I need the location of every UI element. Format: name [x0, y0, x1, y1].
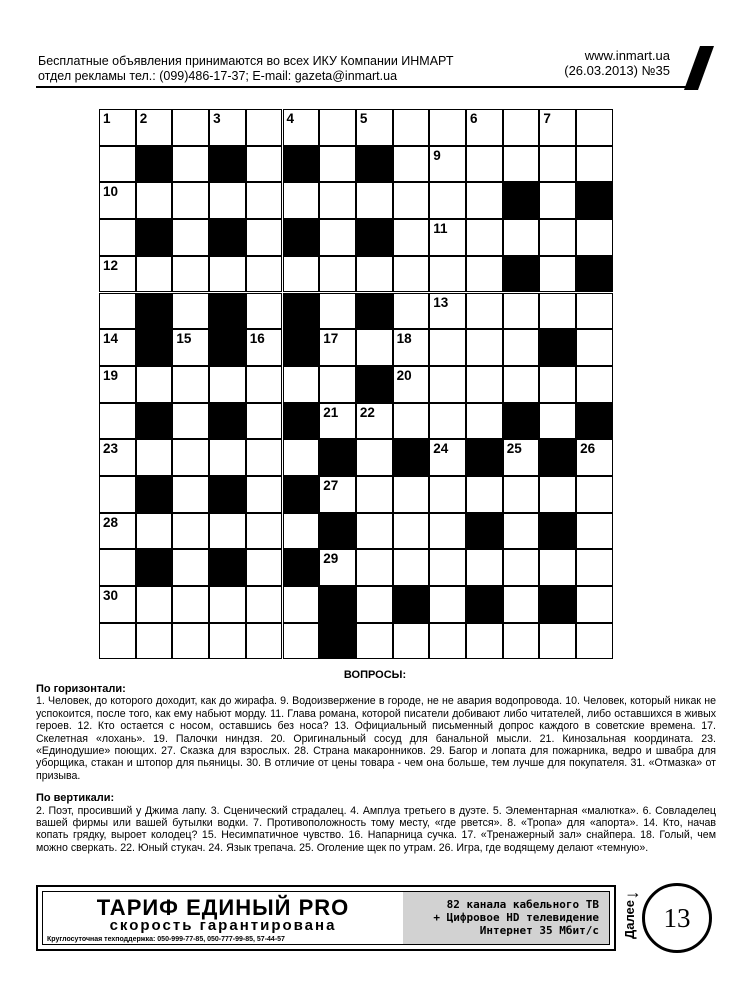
- crossword-block: [539, 586, 576, 623]
- crossword-cell[interactable]: [99, 439, 136, 476]
- crossword-cell[interactable]: [576, 476, 613, 513]
- header-line-ads: Бесплатные объявления принимаются во всех ИКУ Компании ИНМАРТ: [38, 54, 454, 68]
- crossword-cell[interactable]: [466, 219, 503, 256]
- crossword-cell[interactable]: [356, 476, 393, 513]
- clue-number: 22: [359, 404, 375, 420]
- clue-number: 6: [470, 111, 478, 126]
- crossword-cell[interactable]: [429, 182, 466, 219]
- crossword-cell[interactable]: [576, 439, 613, 476]
- crossword-block: [356, 366, 393, 403]
- crossword-cell[interactable]: [246, 329, 283, 366]
- crossword-cell[interactable]: [246, 586, 283, 623]
- crossword-cell[interactable]: [393, 182, 430, 219]
- crossword-cell[interactable]: [503, 476, 540, 513]
- crossword-cell[interactable]: [99, 513, 136, 550]
- crossword-cell[interactable]: [99, 549, 136, 586]
- clue-number: 27: [323, 478, 339, 493]
- crossword-cell[interactable]: [246, 182, 283, 219]
- crossword-cell[interactable]: [172, 623, 209, 660]
- crossword-block: [136, 549, 173, 586]
- crossword-block: [576, 403, 613, 440]
- crossword-block: [466, 586, 503, 623]
- clue-number: 1: [103, 111, 111, 126]
- crossword-block: [393, 439, 430, 476]
- crossword-cell[interactable]: [466, 476, 503, 513]
- crossword-cell[interactable]: [283, 366, 320, 403]
- crossword-block: [136, 329, 173, 366]
- crossword-cell[interactable]: [429, 476, 466, 513]
- crossword-cell[interactable]: [356, 329, 393, 366]
- crossword-cell[interactable]: [246, 293, 283, 330]
- ad-feature-internet: Интернет 35 Мбит/с: [479, 924, 599, 937]
- crossword-block: [209, 403, 246, 440]
- crossword-block: [393, 586, 430, 623]
- crossword-cell[interactable]: [576, 219, 613, 256]
- crossword-cell[interactable]: [539, 476, 576, 513]
- crossword-cell[interactable]: [503, 439, 540, 476]
- crossword-cell[interactable]: [466, 146, 503, 183]
- crossword-cell[interactable]: [172, 219, 209, 256]
- crossword-cell[interactable]: [466, 182, 503, 219]
- crossword-cell[interactable]: [246, 476, 283, 513]
- crossword-block: [283, 293, 320, 330]
- crossword-cell[interactable]: [99, 586, 136, 623]
- crossword-block: [319, 513, 356, 550]
- down-clues: 2. Поэт, просивший у Джима лапу. 3. Сценический страдалец. 4. Амплуа третьего в дуэте. 5. Элементарная «малютка». 6. Совладелец вашей фирмы или вашей бутылки водки. 7. Противоположность тому месту, «где рвется». 8. «Тропа» для «апорта». 14. Кто, начав копать грядку, выроет колодец? 15. Несимпатичное чувство. 16. Напарница сучка. 17. «Тренажерный зал» снайпера. 18. Голый, чем можно сверкать. 22. Юный стукач. 24. Язык трепача. 25. Оголение щек по утрам. 26. Игра, где водящему делают «темную».: [36, 804, 716, 854]
- page-number: 13: [642, 883, 712, 953]
- crossword-block: [466, 513, 503, 550]
- clue-number: 5: [359, 111, 368, 126]
- crossword-cell[interactable]: [539, 146, 576, 183]
- crossword-cell[interactable]: [209, 366, 246, 403]
- crossword-cell[interactable]: [393, 219, 430, 256]
- crossword-cell[interactable]: [503, 549, 540, 586]
- crossword-cell[interactable]: [283, 439, 320, 476]
- clue-number: 17: [323, 331, 339, 347]
- crossword-cell[interactable]: [99, 403, 136, 440]
- crossword-block: [319, 439, 356, 476]
- crossword-cell[interactable]: [246, 219, 283, 256]
- clue-number: 20: [396, 367, 412, 383]
- crossword-cell[interactable]: [283, 109, 320, 146]
- clue-number: 15: [176, 331, 192, 347]
- crossword-block: [319, 586, 356, 623]
- crossword-cell[interactable]: [172, 439, 209, 476]
- crossword-cell[interactable]: [503, 586, 540, 623]
- crossword-block: [136, 219, 173, 256]
- clue-number: 13: [433, 294, 449, 310]
- page-header: [36, 48, 708, 88]
- crossword-cell[interactable]: [99, 623, 136, 660]
- ad-support-phones: Круглосуточная техподдержка: 050-999-77-85, 050-777-99-85, 57-44-57: [47, 936, 285, 943]
- clue-number: 11: [433, 221, 448, 237]
- crossword-cell[interactable]: [393, 146, 430, 183]
- crossword-cell[interactable]: [136, 439, 173, 476]
- crossword-block: [209, 146, 246, 183]
- crossword-block: [209, 293, 246, 330]
- crossword-cell[interactable]: [246, 146, 283, 183]
- clue-number: 31: [323, 624, 339, 640]
- clue-number: 7: [543, 111, 551, 126]
- crossword-cell[interactable]: [319, 109, 356, 146]
- crossword-block: [283, 403, 320, 440]
- crossword-cell[interactable]: [576, 549, 613, 586]
- clue-number: 24: [433, 441, 449, 457]
- crossword-cell[interactable]: [356, 586, 393, 623]
- crossword-cell[interactable]: [356, 403, 393, 440]
- crossword-cell[interactable]: [319, 329, 356, 366]
- crossword-cell[interactable]: [246, 549, 283, 586]
- crossword-cell[interactable]: [172, 586, 209, 623]
- crossword-cell[interactable]: [539, 293, 576, 330]
- next-label: Далее: [622, 899, 638, 940]
- clue-number: 12: [103, 257, 119, 273]
- crossword-cell[interactable]: [209, 109, 246, 146]
- crossword-cell[interactable]: [466, 256, 503, 293]
- crossword-block: [209, 476, 246, 513]
- crossword-cell[interactable]: [136, 586, 173, 623]
- clue-number: 29: [323, 551, 339, 567]
- crossword-cell[interactable]: [503, 109, 540, 146]
- crossword-cell[interactable]: [356, 182, 393, 219]
- crossword-cell[interactable]: [429, 109, 466, 146]
- header-issue-date: (26.03.2013) №35: [564, 63, 670, 78]
- crossword-cell[interactable]: [393, 366, 430, 403]
- crossword-cell[interactable]: [429, 513, 466, 550]
- ad-feature-cable: 82 канала кабельного ТВ: [446, 898, 599, 911]
- crossword-cell[interactable]: [356, 439, 393, 476]
- crossword-cell[interactable]: [576, 623, 613, 660]
- crossword-cell[interactable]: [136, 623, 173, 660]
- crossword-block: [319, 623, 356, 660]
- crossword-cell[interactable]: [539, 182, 576, 219]
- crossword-block: [539, 513, 576, 550]
- crossword-cell[interactable]: [539, 623, 576, 660]
- crossword-cell[interactable]: [393, 403, 430, 440]
- ad-title: ТАРИФ ЕДИНЫЙ PRO: [96, 895, 350, 920]
- crossword-cell[interactable]: [466, 549, 503, 586]
- crossword-cell[interactable]: [429, 293, 466, 330]
- crossword-block: [503, 403, 540, 440]
- clue-number: 21: [323, 404, 339, 420]
- crossword-cell[interactable]: [319, 182, 356, 219]
- crossword-block: [283, 219, 320, 256]
- crossword-cell[interactable]: [576, 146, 613, 183]
- crossword-block: [283, 329, 320, 366]
- crossword-cell[interactable]: [246, 623, 283, 660]
- crossword-block: [576, 256, 613, 293]
- ad-features: [403, 892, 609, 944]
- crossword-cell[interactable]: [246, 439, 283, 476]
- crossword-block: [136, 146, 173, 183]
- advertisement-banner[interactable]: [36, 885, 616, 951]
- crossword-cell[interactable]: [172, 549, 209, 586]
- crossword-cell[interactable]: [466, 403, 503, 440]
- crossword-cell[interactable]: [539, 366, 576, 403]
- crossword-block: [136, 476, 173, 513]
- crossword-cell[interactable]: [319, 476, 356, 513]
- crossword-cell[interactable]: [429, 256, 466, 293]
- crossword-cell[interactable]: [429, 366, 466, 403]
- crossword-cell[interactable]: [172, 293, 209, 330]
- clue-number: 30: [103, 588, 119, 604]
- crossword-cell[interactable]: [172, 109, 209, 146]
- crossword-cell[interactable]: [576, 366, 613, 403]
- crossword-block: [539, 329, 576, 366]
- clue-number: 28: [103, 514, 119, 530]
- crossword-cell[interactable]: [466, 109, 503, 146]
- crossword-block: [283, 146, 320, 183]
- crossword-cell[interactable]: [136, 182, 173, 219]
- crossword-cell[interactable]: [393, 549, 430, 586]
- crossword-block: [539, 439, 576, 476]
- crossword-cell[interactable]: [246, 109, 283, 146]
- crossword-cell[interactable]: [393, 476, 430, 513]
- crossword-cell[interactable]: [576, 513, 613, 550]
- crossword-cell[interactable]: [99, 256, 136, 293]
- crossword-cell[interactable]: [99, 109, 136, 146]
- crossword-cell[interactable]: [172, 329, 209, 366]
- crossword-cell[interactable]: [539, 219, 576, 256]
- crossword-cell[interactable]: [209, 439, 246, 476]
- crossword-block: [209, 549, 246, 586]
- clue-number: 14: [103, 331, 119, 347]
- crossword-block: [209, 329, 246, 366]
- crossword-cell[interactable]: [393, 293, 430, 330]
- crossword-cell[interactable]: [576, 329, 613, 366]
- ad-subtitle: скорость гарантирована: [109, 917, 337, 934]
- crossword-cell[interactable]: [393, 256, 430, 293]
- ad-tariff: [43, 892, 403, 944]
- crossword-cell[interactable]: [319, 549, 356, 586]
- crossword-cell[interactable]: [136, 513, 173, 550]
- crossword-cell[interactable]: [99, 293, 136, 330]
- crossword-cell[interactable]: [393, 329, 430, 366]
- crossword-cell[interactable]: [209, 256, 246, 293]
- crossword-cell[interactable]: [429, 623, 466, 660]
- clue-number: 19: [103, 367, 119, 383]
- crossword-cell[interactable]: [503, 329, 540, 366]
- clue-number: 25: [506, 441, 522, 457]
- arrow-right-icon: →: [624, 882, 642, 902]
- crossword-cell[interactable]: [466, 329, 503, 366]
- crossword-cell[interactable]: [319, 146, 356, 183]
- crossword-cell[interactable]: [136, 366, 173, 403]
- crossword-cell[interactable]: [283, 513, 320, 550]
- crossword-cell[interactable]: [172, 476, 209, 513]
- clue-number: 18: [396, 331, 412, 347]
- crossword-cell[interactable]: [429, 439, 466, 476]
- crossword-cell[interactable]: [576, 109, 613, 146]
- crossword-block: [503, 182, 540, 219]
- crossword-cell[interactable]: [319, 403, 356, 440]
- crossword-cell[interactable]: [356, 109, 393, 146]
- clue-number: 26: [580, 441, 596, 457]
- clue-number: 16: [249, 331, 265, 347]
- crossword-cell[interactable]: [503, 219, 540, 256]
- crossword-cell[interactable]: [319, 256, 356, 293]
- across-clues: 1. Человек, до которого доходит, как до жирафа. 9. Водоизвержение в городе, не не авария водопровода. 10. Человек, который никак не успокоится, после того, как ему набьют морду. 11. Глава романа, которой писатели добивают либо читателей, либо оставшихся в живых героев. 12. Кто остается с носом, оставшись без носа? 13. Официальный письменный допрос каждого в советские времена. 17. Скелетная «лохань». 19. Палочки ниндзя. 20. Оригинальный сосуд для банальной мысли. 21. Кинозальная координата. 23. «Единодушие» поющих. 27. Сказка для взрослых. 28. Страна макаронников. 29. Багор и лопата для пожарника, ведро и швабра для уборщика, стакан и штопор для пьяницы. 30. В отличие от цены товара - чем она больше, тем лучше для покупателя. 31. «Отмазка» от призыва.: [36, 695, 716, 782]
- crossword-cell[interactable]: [283, 623, 320, 660]
- crossword-cell[interactable]: [576, 586, 613, 623]
- crossword-cell[interactable]: [99, 182, 136, 219]
- crossword-cell[interactable]: [539, 256, 576, 293]
- crossword-cell[interactable]: [172, 256, 209, 293]
- clue-number: 23: [103, 441, 119, 457]
- crossword-cell[interactable]: [356, 549, 393, 586]
- crossword-cell[interactable]: [283, 182, 320, 219]
- questions-title: ВОПРОСЫ:: [343, 669, 407, 681]
- crossword-cell[interactable]: [319, 293, 356, 330]
- crossword-block: [356, 293, 393, 330]
- crossword-cell[interactable]: [393, 109, 430, 146]
- crossword-block: [356, 219, 393, 256]
- crossword-cell[interactable]: [356, 256, 393, 293]
- crossword-cell[interactable]: [172, 182, 209, 219]
- next-page-link[interactable]: [622, 882, 642, 962]
- crossword-cell[interactable]: [393, 623, 430, 660]
- crossword-cell[interactable]: [172, 513, 209, 550]
- crossword-cell[interactable]: [172, 146, 209, 183]
- crossword-cell[interactable]: [283, 586, 320, 623]
- clue-number: 4: [286, 111, 295, 126]
- crossword-cell[interactable]: [246, 366, 283, 403]
- clues-section: [36, 683, 716, 854]
- crossword-cell[interactable]: [99, 219, 136, 256]
- crossword-cell[interactable]: [319, 219, 356, 256]
- crossword-cell[interactable]: [209, 586, 246, 623]
- header-slash-decoration: [684, 46, 714, 90]
- header-line-contacts: отдел рекламы тел.: (099)486-17-37; E-mail: gazeta@inmart.ua: [38, 69, 398, 83]
- crossword-cell[interactable]: [136, 256, 173, 293]
- crossword-cell[interactable]: [503, 146, 540, 183]
- clue-number: 10: [103, 184, 119, 200]
- crossword-cell[interactable]: [466, 623, 503, 660]
- crossword-cell[interactable]: [99, 476, 136, 513]
- crossword-cell[interactable]: [356, 513, 393, 550]
- crossword-block: [356, 146, 393, 183]
- crossword-cell[interactable]: [99, 146, 136, 183]
- crossword-cell[interactable]: [356, 623, 393, 660]
- across-heading: По горизонтали:: [36, 683, 126, 695]
- crossword-cell[interactable]: [576, 293, 613, 330]
- header-rule: [36, 86, 696, 88]
- crossword-cell[interactable]: [539, 403, 576, 440]
- crossword-cell[interactable]: [503, 293, 540, 330]
- crossword-cell[interactable]: [466, 366, 503, 403]
- crossword-cell[interactable]: [429, 403, 466, 440]
- ad-inner: [42, 891, 610, 945]
- crossword-block: [136, 293, 173, 330]
- crossword-cell[interactable]: [136, 109, 173, 146]
- crossword-cell[interactable]: [429, 219, 466, 256]
- crossword-cell[interactable]: [209, 182, 246, 219]
- crossword-cell[interactable]: [209, 623, 246, 660]
- header-site[interactable]: www.inmart.ua: [584, 48, 670, 63]
- ad-feature-hd: + Цифровое HD телевидение: [433, 911, 599, 924]
- crossword-block: [466, 439, 503, 476]
- crossword-cell[interactable]: [539, 109, 576, 146]
- crossword-cell[interactable]: [429, 549, 466, 586]
- crossword-block: [283, 476, 320, 513]
- crossword-cell[interactable]: [99, 329, 136, 366]
- down-heading: По вертикали:: [36, 792, 115, 805]
- crossword-cell[interactable]: [246, 403, 283, 440]
- crossword-cell[interactable]: [539, 549, 576, 586]
- crossword-cell[interactable]: [283, 256, 320, 293]
- crossword-cell[interactable]: [246, 513, 283, 550]
- crossword-cell[interactable]: [503, 513, 540, 550]
- crossword-cell[interactable]: [172, 403, 209, 440]
- header-issue: [564, 48, 670, 78]
- crossword-cell[interactable]: [393, 513, 430, 550]
- crossword-cell[interactable]: [246, 256, 283, 293]
- crossword-block: [136, 403, 173, 440]
- crossword-cell[interactable]: [429, 146, 466, 183]
- crossword-cell[interactable]: [99, 366, 136, 403]
- crossword-block: [503, 256, 540, 293]
- crossword-cell[interactable]: [466, 293, 503, 330]
- crossword-cell[interactable]: [429, 329, 466, 366]
- clue-number: 2: [139, 111, 148, 126]
- crossword-cell[interactable]: [209, 513, 246, 550]
- crossword-cell[interactable]: [319, 366, 356, 403]
- clue-number: 3: [213, 111, 221, 126]
- crossword-cell[interactable]: [503, 623, 540, 660]
- crossword-block: [283, 549, 320, 586]
- crossword-block: [209, 219, 246, 256]
- crossword-cell[interactable]: [503, 366, 540, 403]
- crossword-block: [576, 182, 613, 219]
- crossword-cell[interactable]: [429, 586, 466, 623]
- clue-number: 9: [433, 147, 441, 163]
- header-info: [38, 54, 453, 84]
- crossword-cell[interactable]: [172, 366, 209, 403]
